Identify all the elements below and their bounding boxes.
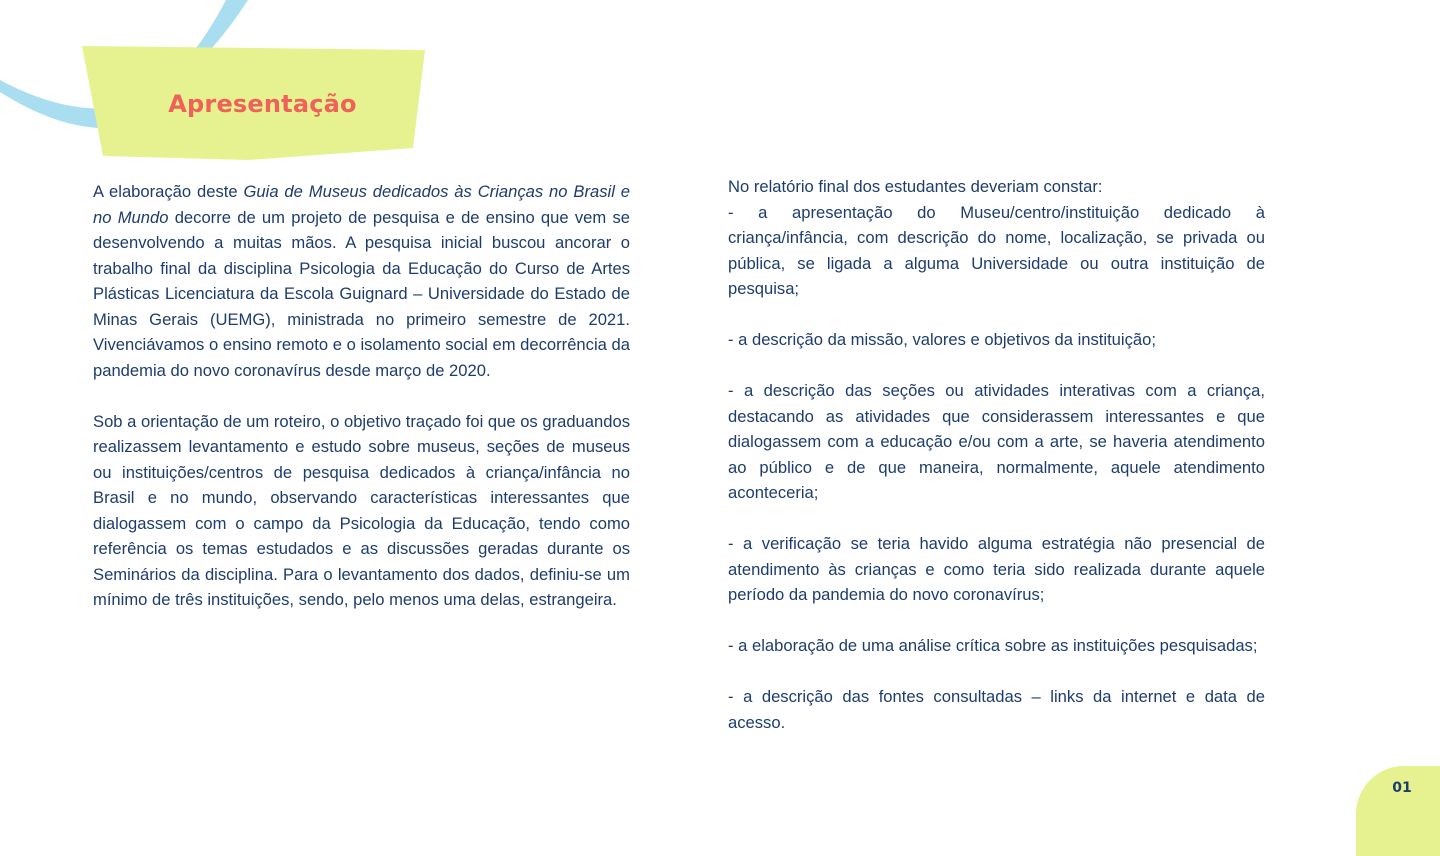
intro-paragraph: A elaboração deste Guia de Museus dedicados às Crianças no Brasil e no Mundo decorre de um projeto de pesquisa e de ensino que vem se desenvolvendo a muitas mãos. A pesquisa inicial buscou ancorar o trabalho final da disciplina Psicologia da Educação do Curso de Artes Plásticas Licenciatura da Escola Guignard – Universidade do Estado de Minas Gerais (UEMG), ministrada no primeiro semestre de 2021. Vivenciávamos o ensino remoto e o isolamento social em decorrência da pandemia do novo coronavírus desde março de 2020. bbox=[93, 182, 630, 380]
page-title: Apresentação bbox=[168, 90, 357, 118]
right-column bbox=[728, 174, 1265, 735]
report-item: - a apresentação do Museu/centro/instituição dedicado à criança/infância, com descrição do nome, localização, se privada ou pública, se ligada a alguma Universidade ou outra instituição de pesquisa; bbox=[728, 202, 1265, 298]
report-item: - a descrição da missão, valores e objetivos da instituição; bbox=[728, 330, 1156, 349]
report-item: - a verificação se teria havido alguma estratégia não presencial de atendimento às crianças e como teria sido realizada durante aquele período da pandemia do novo coronavírus; bbox=[728, 534, 1265, 604]
report-item: - a elaboração de uma análise crítica sobre as instituições pesquisadas; bbox=[728, 636, 1258, 655]
left-column bbox=[93, 179, 630, 613]
report-item: - a descrição das fontes consultadas – links da internet e data de acesso. bbox=[728, 687, 1265, 732]
methodology-paragraph: Sob a orientação de um roteiro, o objetivo traçado foi que os graduandos realizassem levantamento e estudo sobre museus, seções de museus ou instituições/centros de pesquisa dedicados à criança/infância no Brasil e no mundo, observando características interessantes que dialogassem com o campo da Psicologia da Educação, tendo como referência os temas estudados e as discussões geradas durante os Seminários da disciplina. Para o levantamento dos dados, definiu-se um mínimo de três instituições, sendo, pelo menos uma delas, estrangeira. bbox=[93, 411, 630, 609]
report-item: - a descrição das seções ou atividades interativas com a criança, destacando as atividades que considerassem interessantes e que dialogassem com a educação e/ou com a arte, se haveria atendimento ao público e de que maneira, normalmente, aquele atendimento aconteceria; bbox=[728, 381, 1265, 502]
guide-title: Guia de Museus dedicados às Crianças no Brasil e no Mundo bbox=[93, 182, 630, 227]
report-intro: No relatório final dos estudantes deveriam constar: bbox=[728, 177, 1103, 196]
page-number: 01 bbox=[1392, 780, 1412, 796]
